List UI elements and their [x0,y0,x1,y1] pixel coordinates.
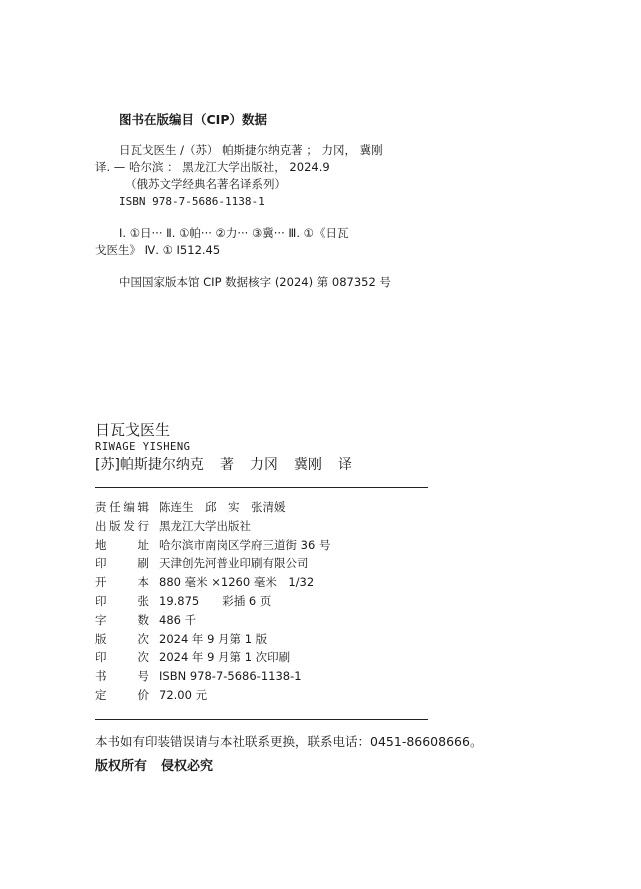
translator-name-2: 冀刚 [293,457,322,473]
cip-title: 图书在版编目（CIP）数据 [119,112,267,127]
detail-value: 880 毫米 ×1260 毫米 1/32 [159,575,315,590]
cip-line-classification: Ⅰ. ①日··· Ⅱ. ①帕··· ②力··· ③冀··· Ⅲ. ①《日瓦 [119,226,349,240]
detail-label: 版次 [95,631,149,646]
detail-row-word-count [95,611,435,630]
defect-notice: 本书如有印装错误请与本社联系更换，联系电话：0451-86608666。 [95,734,483,749]
detail-value: 2024 年 9 月第 1 版 [159,631,268,646]
detail-label: 开本 [95,575,149,590]
cip-line-series: （俄苏文学经典名著名译系列） [125,177,286,191]
detail-value: 72.00 元 [159,687,208,702]
detail-label: 印刷 [95,556,149,571]
book-info [95,420,435,476]
translator-role: 译 [337,457,352,473]
copyright-statement [95,758,227,776]
detail-row-editor [95,498,435,517]
detail-row-publisher [95,517,435,536]
detail-label: 印张 [95,593,149,608]
cip-line-classification-cont: 戈医生》 Ⅳ. ① I512.45 [95,243,221,257]
publication-details [95,498,435,705]
detail-label: 书号 [95,669,149,684]
translator-name-1: 力冈 [249,457,278,473]
copyright-part-2: 侵权必究 [161,759,214,774]
detail-value: 陈连生 邱 实 张清媛 [159,500,286,514]
cip-block [95,112,455,291]
author-name: [苏]帕斯捷尔纳克 [95,457,204,473]
cip-line-record-number: 中国国家版本馆 CIP 数据核字 (2024) 第 087352 号 [119,275,391,289]
detail-row-printing [95,648,435,667]
detail-label: 地址 [95,537,149,552]
cip-line-publisher: 译. — 哈尔滨 ： 黑龙江大学出版社， 2024.9 [95,160,330,174]
detail-row-price [95,686,435,705]
cip-line-title-author: 日瓦戈医生 /（苏） 帕斯捷尔纳克著 ； 力冈， 冀刚 [119,143,383,157]
detail-value: 2024 年 9 月第 1 次印刷 [159,650,291,665]
detail-value: ISBN 978-7-5686-1138-1 [159,669,302,684]
detail-row-sheets [95,592,435,611]
detail-value: 哈尔滨市南岗区学府三道街 36 号 [159,537,331,552]
detail-label: 定价 [95,687,149,702]
detail-row-address [95,536,435,555]
book-authors [95,454,435,476]
detail-row-edition [95,630,435,649]
cip-line-isbn: ISBN 978-7-5686-1138-1 [119,195,265,208]
top-divider [95,487,428,488]
detail-label: 印次 [95,650,149,665]
detail-row-printer [95,554,435,573]
copyright-part-1: 版权所有 [95,759,148,774]
detail-value: 19.875 彩插 6 页 [159,593,272,608]
detail-label: 字数 [95,612,149,627]
detail-row-format [95,573,435,592]
author-role: 著 [219,457,234,473]
bottom-divider [95,719,428,720]
detail-value: 黑龙江大学出版社 [159,518,251,533]
detail-label: 责任编辑 [95,500,149,514]
detail-value: 486 千 [159,612,197,627]
detail-value: 天津创先河普业印刷有限公司 [159,556,309,571]
detail-row-isbn [95,667,435,686]
detail-label: 出版发行 [95,518,149,533]
book-title: 日瓦戈医生 [95,421,171,439]
book-pinyin: RIWAGE YISHENG [95,441,191,453]
